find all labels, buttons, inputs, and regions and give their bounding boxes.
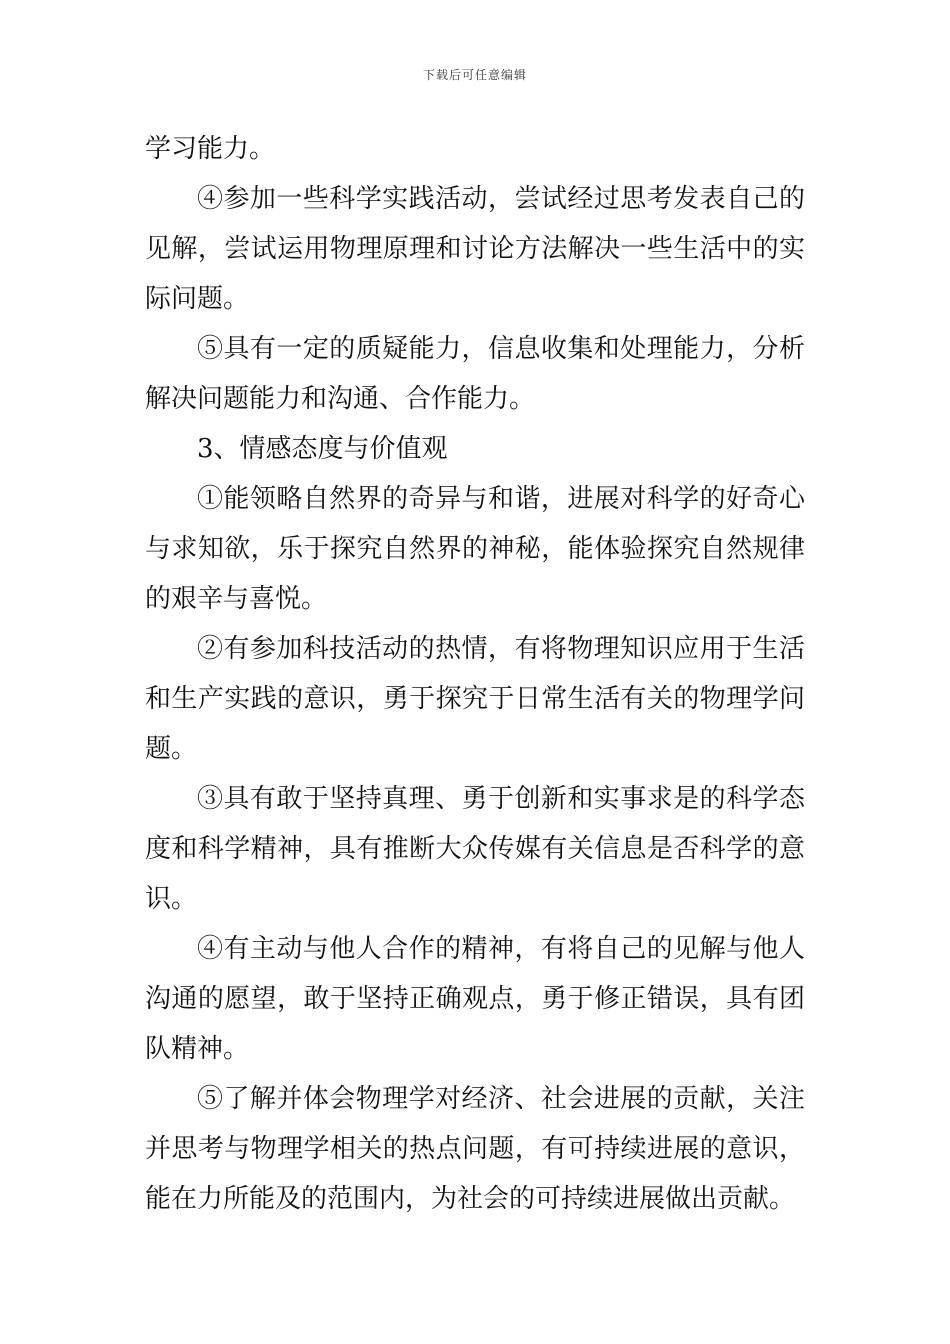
page-header: 下载后可任意编辑	[422, 68, 527, 82]
paragraph-item-4-practice: ④参加一些科学实践活动，尝试经过思考发表自己的见解，尝试运用物理原理和讨论方法解决一些生活中的实际问题。	[145, 184, 805, 314]
paragraph-item-4-cooperation: ④有主动与他人合作的精神，有将自己的见解与他人沟通的愿望，敢于坚持正确观点，勇于修正错误，具有团队精神。	[145, 934, 805, 1064]
paragraph-continuation: 学习能力。	[145, 134, 276, 164]
document-body	[145, 124, 805, 1224]
paragraph-item-5-abilities: ⑤具有一定的质疑能力，信息收集和处理能力，分析解决问题能力和沟通、合作能力。	[145, 334, 805, 414]
section-heading-attitude-values: 3、情感态度与价值观	[197, 434, 448, 464]
paragraph-item-2-enthusiasm: ②有参加科技活动的热情，有将物理知识应用于生活和生产实践的意识，勇于探究于日常生活有关的物理学问题。	[145, 634, 805, 764]
paragraph-item-5-contribution: ⑤了解并体会物理学对经济、社会进展的贡献，关注并思考与物理学相关的热点问题，有可持续进展的意识，能在力所能及的范围内，为社会的可持续进展做出贡献。	[145, 1084, 805, 1214]
paragraph-item-1-nature: ①能领略自然界的奇异与和谐，进展对科学的好奇心与求知欲，乐于探究自然界的神秘，能体验探究自然规律的艰辛与喜悦。	[145, 484, 805, 614]
paragraph-item-3-truth: ③具有敢于坚持真理、勇于创新和实事求是的科学态度和科学精神，具有推断大众传媒有关信息是否科学的意识。	[145, 784, 805, 914]
